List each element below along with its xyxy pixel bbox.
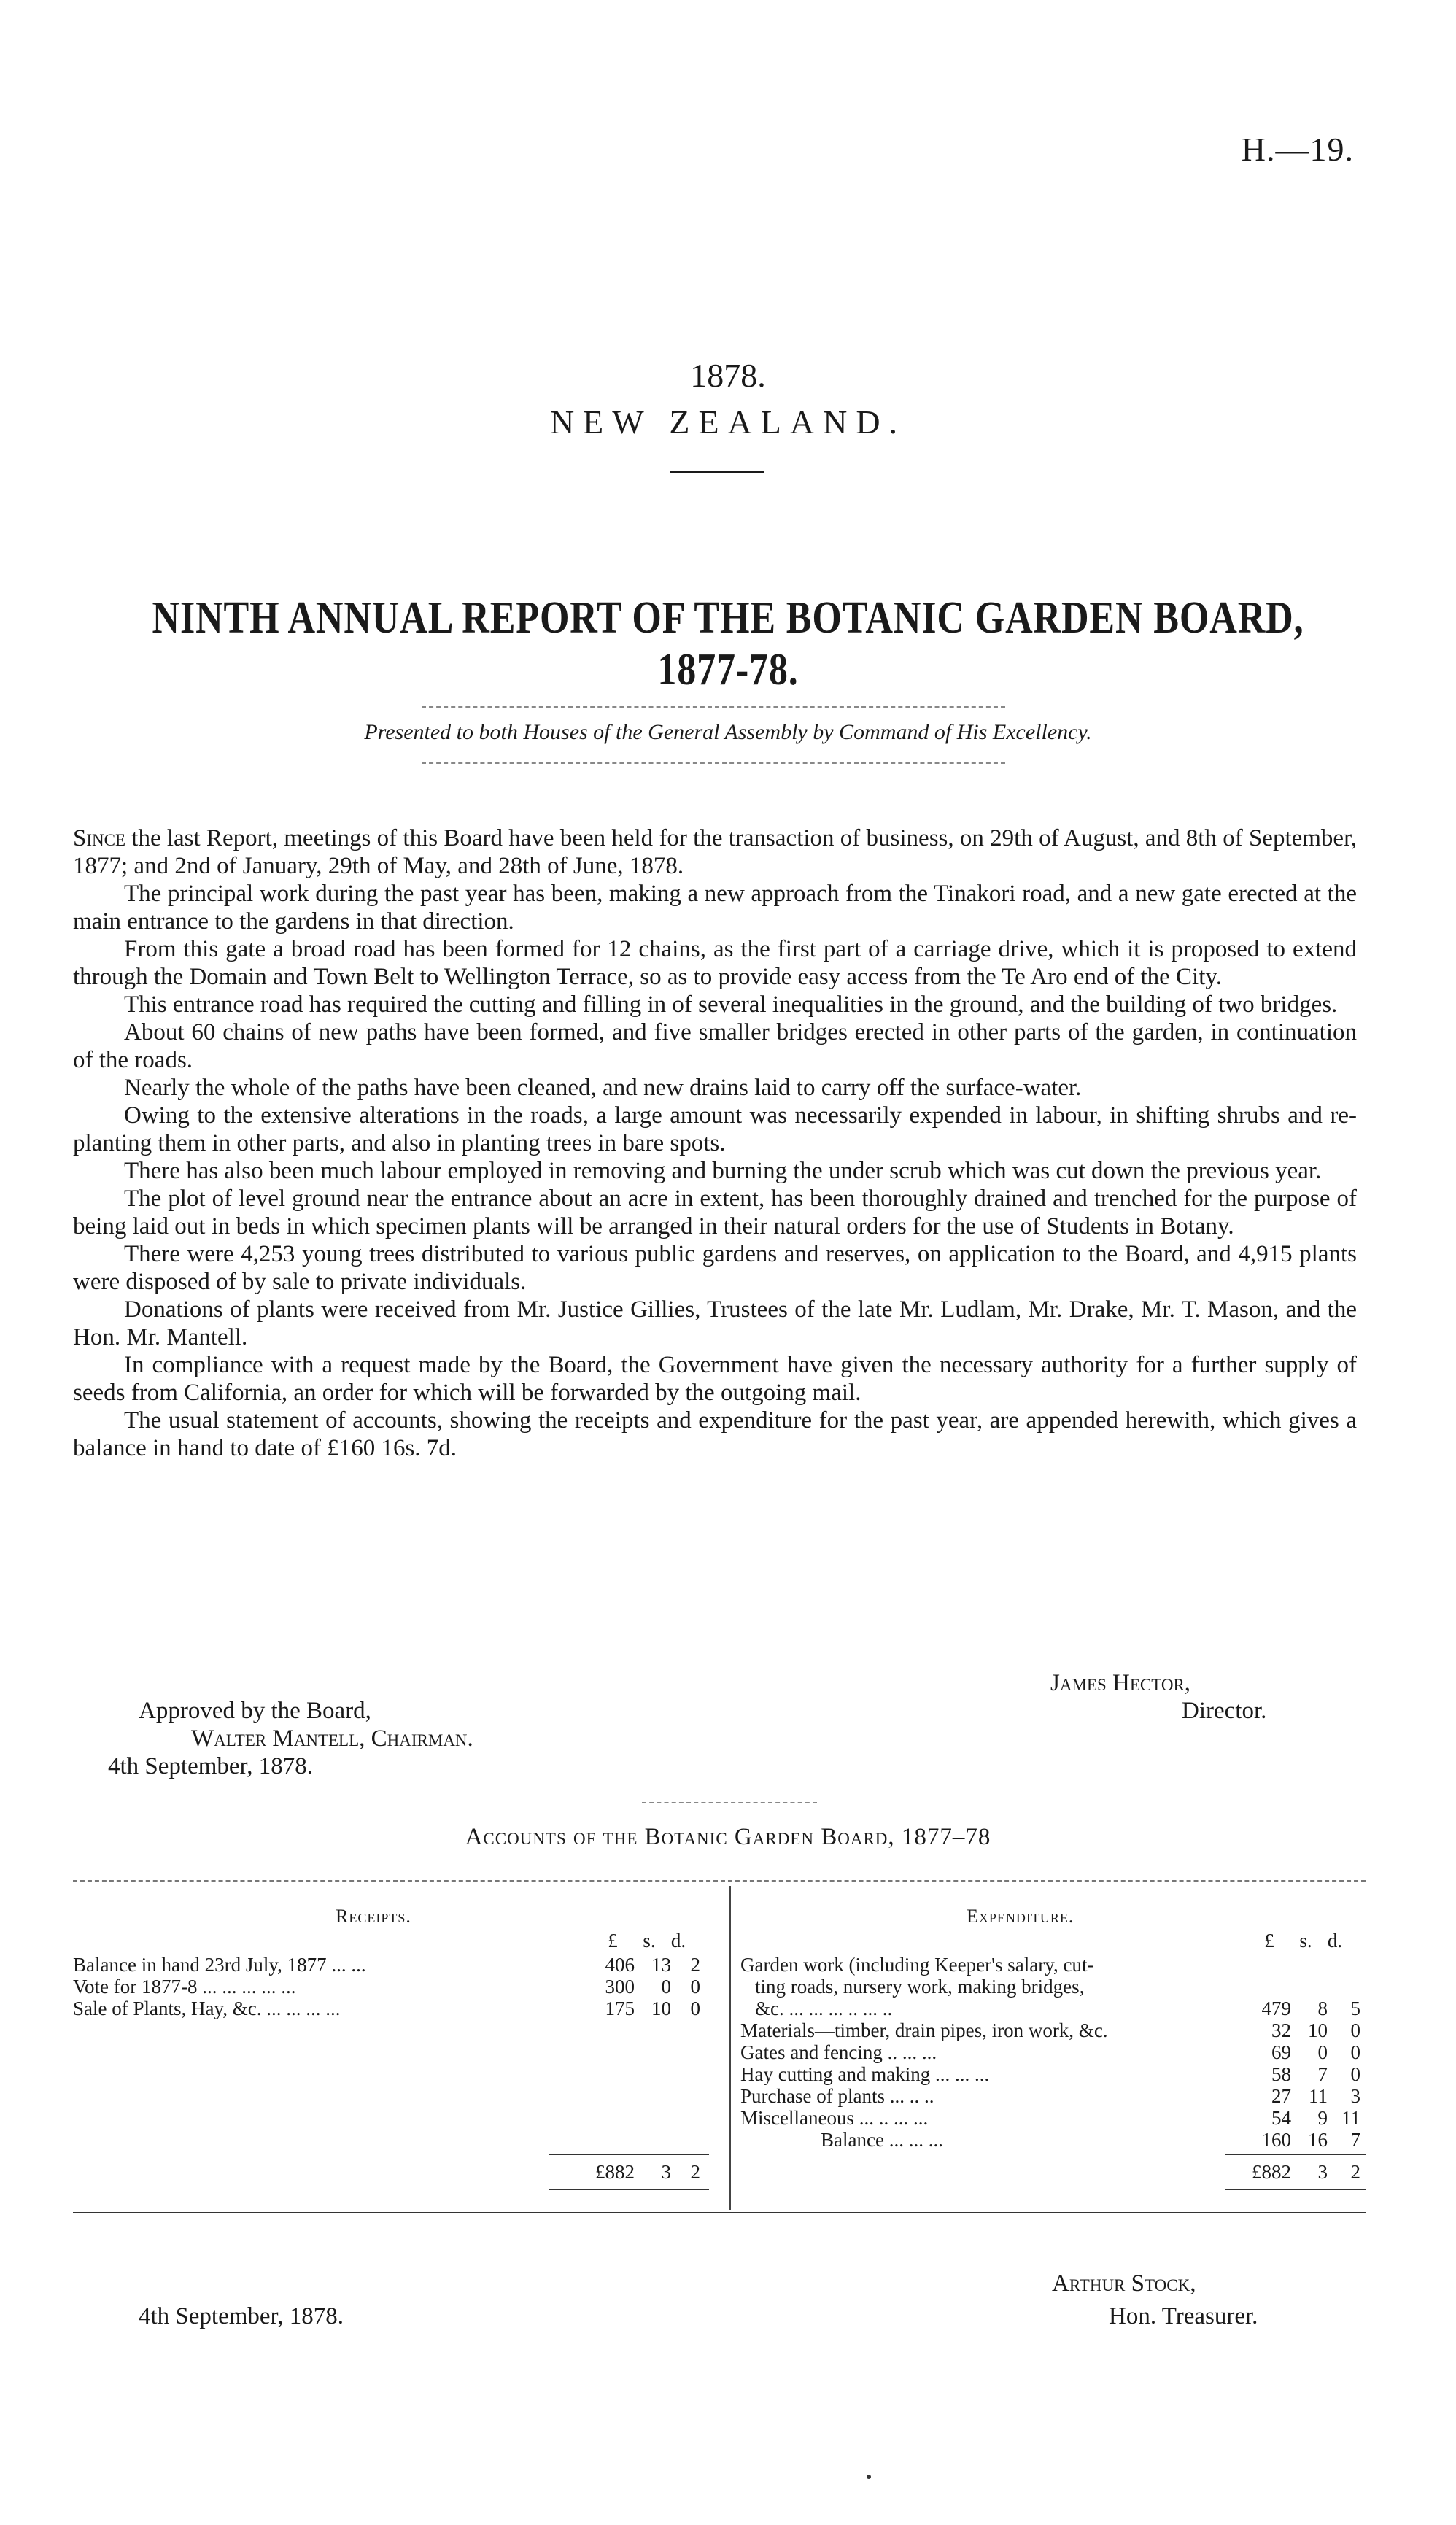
accounts-bottom-rule <box>73 2212 1366 2213</box>
accounts-top-rule <box>73 1880 1366 1882</box>
paragraph-7: Owing to the extensive alterations in the roads, a large amount was necessarily expended in labour, in shifting shrubs and re-planting them in other parts, and also in planting trees in bare spots. <box>73 1102 1357 1156</box>
presented-line: Presented to both Houses of the General Assembly by Command of His Excellency. <box>364 720 1092 744</box>
approved-date: 4th September, 1878. <box>108 1753 313 1779</box>
director-title: Director. <box>1182 1698 1267 1724</box>
paragraph-6: Nearly the whole of the paths have been cleaned, and new drains laid to carry off the surface-water. <box>124 1075 1082 1101</box>
paragraph-11: Donations of plants were received from Mr. Justice Gillies, Trustees of the late Mr. Ludlam, Mr. Drake, Mr. T. Mason, and the Hon. Mr. Mantell. <box>73 1296 1357 1350</box>
paragraph-10: There were 4,253 young trees distributed to various public gardens and reserves, on application to the Board, and 4,915 plants were disposed of by sale to private individuals. <box>73 1241 1357 1295</box>
page-mark <box>867 2475 871 2479</box>
dotted-rule-top <box>422 706 1005 708</box>
dotted-rule-bottom <box>422 762 1005 764</box>
unit-shillings: s. <box>643 1930 656 1952</box>
receipts-total-rule-bottom <box>549 2189 709 2190</box>
paragraph-4: This entrance road has required the cutting and filling in of several inequalities in the ground, and the building of two bridges. <box>124 991 1338 1018</box>
paragraph-2: The principal work during the past year has been, making a new approach from the Tinakori road, and a new gate erected at the main entrance to the gardens in that direction. <box>73 881 1357 935</box>
unit-pence: d. <box>670 1930 686 1952</box>
paragraph-8: There has also been much labour employed in removing and burning the under scrub which was cut down the previous year. <box>124 1158 1322 1184</box>
report-body <box>73 824 1357 1462</box>
receipts-units <box>591 1930 693 1952</box>
unit-shillings: s. <box>1299 1930 1312 1952</box>
footer-date: 4th September, 1878. <box>139 2303 344 2329</box>
accounts-title: Accounts of the Botanic Garden Board, 1877–78 <box>465 1824 991 1850</box>
dotted-rule-mid <box>642 1802 817 1803</box>
director-name: James Hector, <box>1050 1670 1191 1696</box>
expenditure-total-rule-top <box>1225 2154 1366 2155</box>
report-year: 1878. <box>690 357 766 394</box>
expenditure-units <box>1247 1930 1349 1952</box>
paragraph-12: In compliance with a request made by the Board, the Government have given the necessary authority for a further supply of seeds from California, an order for which will be forwarded by the outgoing mail. <box>73 1352 1357 1406</box>
country-heading: NEW ZEALAND. <box>549 403 907 441</box>
title-divider <box>670 471 764 473</box>
receipts-heading: Receipts. <box>336 1906 411 1927</box>
paragraph-5: About 60 chains of new paths have been formed, and five smaller bridges erected in other parts of the garden, in continuation of the roads. <box>73 1019 1357 1073</box>
page-code: H.—19. <box>1241 131 1354 168</box>
accounts-divider <box>729 1886 731 2210</box>
paragraph-13: The usual statement of accounts, showing the receipts and expenditure for the past year, are appended herewith, which gives a balance in hand to date of £160 16s. 7d. <box>73 1407 1357 1461</box>
treasurer-name: Arthur Stock, <box>1052 2270 1196 2297</box>
approved-line: Approved by the Board, <box>139 1698 371 1724</box>
receipts-total-rule-top <box>549 2154 709 2155</box>
treasurer-title: Hon. Treasurer. <box>1109 2303 1258 2329</box>
chairman-line: Walter Mantell, Chairman. <box>191 1725 473 1752</box>
unit-pence: d. <box>1327 1930 1343 1952</box>
unit-pounds: £ <box>608 1930 618 1952</box>
report-title: NINTH ANNUAL REPORT OF THE BOTANIC GARDEN BOARD, 1877-78. <box>152 593 1304 695</box>
paragraph-3: From this gate a broad road has been formed for 12 chains, as the first part of a carriage drive, which it is proposed to extend through the Domain and Town Belt to Wellington Terrace, so as to provide easy access from the Te Aro end of the City. <box>73 936 1357 990</box>
expenditure-heading: Expenditure. <box>967 1906 1074 1927</box>
paragraph-9: The plot of level ground near the entrance about an acre in extent, has been thoroughly drained and trenched for the purpose of being laid out in beds in which specimen plants will be arranged in their natural orders for the use of Students in Botany. <box>73 1186 1357 1240</box>
expenditure-total-rule-bottom <box>1225 2189 1366 2190</box>
unit-pounds: £ <box>1264 1930 1274 1952</box>
paragraph-1: Since the last Report, meetings of this Board have been held for the transaction of business, on 29th of August, and 8th of September, 1877; and 2nd of January, 29th of May, and 28th of June, 1878. <box>73 825 1357 879</box>
